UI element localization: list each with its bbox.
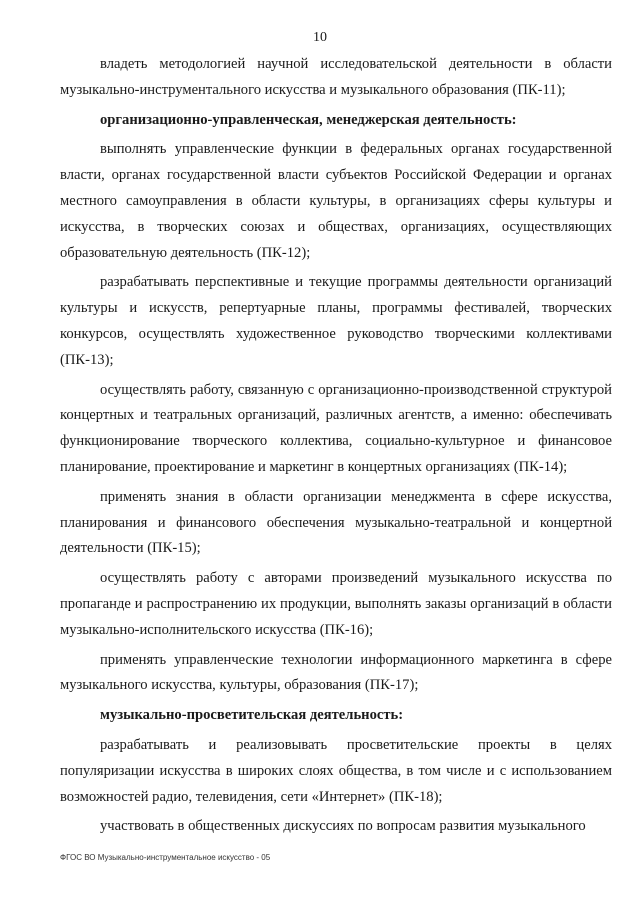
paragraph-continued: участвовать в общественных дискуссиях по вопросам развития музыкального [100, 818, 586, 835]
paragraph-pk-12: выполнять управленческие функции в федеральных органах государственной власти, органах государственной власти субъектов Российской Федерации и органах местного самоуправления в области культуры, в организациях сферы культуры и искусства, в творческих союзах и обществах, организациях, осуществляющих образовательную деятельность (ПК-12); [60, 141, 612, 261]
section-heading-education: музыкально-просветительская деятельность: [100, 707, 404, 724]
paragraph-pk-11: владеть методологией научной исследовательской деятельности в области музыкально-инструментального искусства и музыкального образования (ПК-11); [60, 56, 612, 98]
paragraph-pk-16: осуществлять работу с авторами произведений музыкального искусства по пропаганде и распространению их продукции, выполнять заказы организаций в области музыкально-исполнительского искусства (ПК-16); [60, 570, 612, 638]
paragraph-pk-18: разрабатывать и реализовывать просветительские проекты в целях популяризации искусства в широких слоях общества, в том числе и с использованием возможностей радио, телевидения, сети «Интернет» (ПК-18); [60, 736, 612, 805]
page-number: 10 [313, 30, 327, 45]
paragraph-pk-17: применять управленческие технологии информационного маркетинга в сфере музыкального искусства, культуры, образования (ПК-17); [60, 651, 612, 694]
section-heading-management: организационно-управленческая, менеджерская деятельность: [100, 111, 517, 128]
page-footer: ФГОС ВО Музыкально-инструментальное искусство - 05 [60, 853, 271, 862]
paragraph-pk-13: разрабатывать перспективные и текущие программы деятельности организаций культуры и искусств, репертуарные планы, программы фестивалей, творческих конкурсов, осуществлять художественное руководство творческими коллективами (ПК-13); [60, 274, 612, 368]
document-body [60, 52, 612, 844]
paragraph-pk-15: применять знания в области организации менеджмента в сфере искусства, планирования и финансового обеспечения музыкально-театральной и концертной деятельности (ПК-15); [60, 488, 612, 557]
paragraph-pk-14: осуществлять работу, связанную с организационно-производственной структурой концертных и театральных организаций, различных агентств, а именно: обеспечивать функционирование творческого коллектива, социально-культурное и финансовое планирование, проектирование и маркетинг в концертных организациях (ПК-14); [60, 381, 612, 475]
